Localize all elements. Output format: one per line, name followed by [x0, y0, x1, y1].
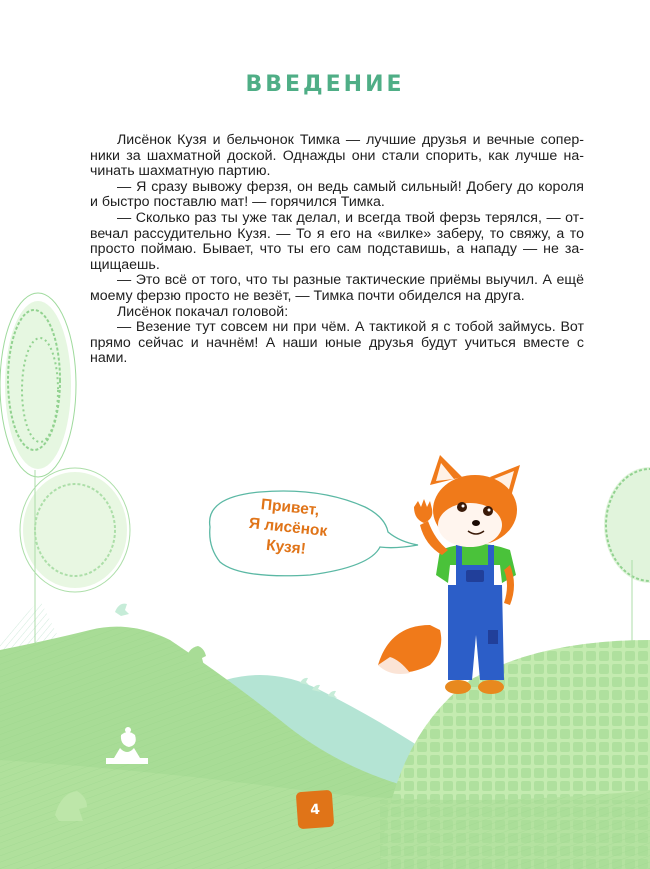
story-paragraph: Лисёнок покачал головой:	[117, 303, 289, 320]
bubble-line: Кузя!	[265, 536, 307, 558]
bubble-line: Привет,	[260, 496, 321, 520]
page-number-badge: 4	[296, 790, 334, 829]
speech-bubble-text	[225, 492, 351, 564]
scribble-tree-right-icon	[604, 467, 650, 660]
story-paragraph: Лисёнок Кузя и бельчонок Тимка — лучшие друзья и вечные соперники за шахматной доской. Однажды они стали спорить, как лучше начинать шахматную партию.	[90, 132, 584, 180]
bubble-line: Я лисёнок	[248, 514, 329, 541]
fox-character-icon	[370, 455, 540, 705]
story-paragraph: — Сколько раз ты уже так делал, и всегда твой ферзь терялся, — отвечал рассудительно Кузя. — То я его на «вилке» заберу, то свяжу, а то просто поймаю. Бывает, что ты его сам подставишь, а нападу — не защищаешь.	[90, 209, 584, 273]
story-text	[90, 133, 584, 367]
story-paragraph: — Это всё от того, что ты разные тактические приёмы выучил. А ещё моему ферзю просто не везёт, — Тимка почти обиделся на друга.	[90, 272, 584, 304]
story-paragraph: — Везение тут совсем ни при чём. А тактикой я с тобой займусь. Вот прямо сейчас и начнём! А наши юные друзья будут учиться вместе с нами.	[90, 319, 584, 367]
page-title: ВВЕДЕНИЕ	[245, 72, 405, 97]
story-paragraph: — Я сразу вывожу ферзя, он ведь самый сильный! Добегу до короля и быстро поставлю мат! — горячился Тимка.	[90, 178, 584, 211]
